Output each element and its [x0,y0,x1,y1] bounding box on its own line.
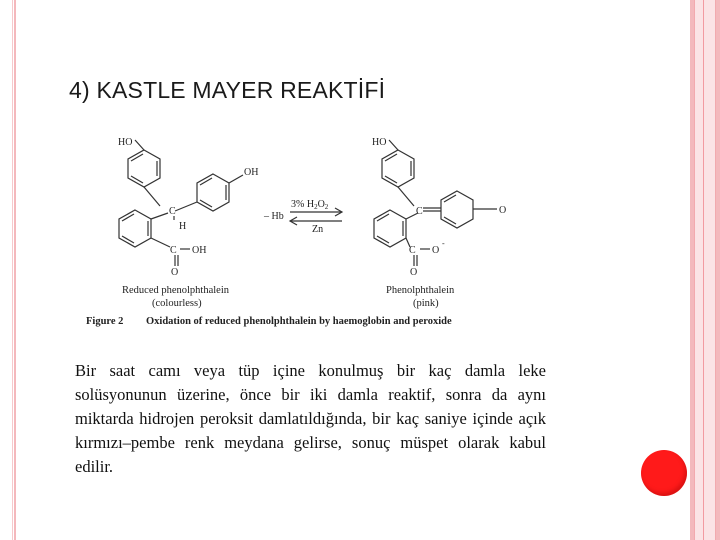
reagent-sub1-text: 2 [314,203,318,211]
left-h-label: H [179,221,187,232]
reaction-figure [80,128,550,330]
red-circle-decoration [641,450,687,496]
reagent-above-label [291,199,329,211]
right-top-benzene-ring [382,150,414,187]
right-border-line [703,0,704,540]
slide-title: 4) KASTLE MAYER REAKTİFİ [69,77,386,103]
reaction-diagram [80,128,550,330]
right-c-center-label: C [416,206,423,217]
left-border-decoration [0,0,16,540]
left-right-benzene-ring [197,174,229,211]
right-quinoid-ring [441,191,473,228]
right-border-decoration [690,0,720,540]
right-molecule-color: (pink) [413,298,439,309]
figure-caption-label: Figure 2 [86,316,124,327]
left-top-benzene-ring [128,150,160,187]
right-coo-c-label: C [409,245,416,256]
right-coo-bottom-o-label: O [410,267,418,278]
left-ho-label: HO [118,137,133,148]
figure-caption-text: Oxidation of reduced phenolphthalein by haemoglobin and peroxide [146,316,452,327]
right-border-inner [694,0,716,540]
left-molecule-color: (colourless) [152,298,202,309]
right-coo-minus-label: - [442,239,445,248]
zn-label: Zn [312,224,324,235]
right-molecule-name: Phenolphthalein [386,285,455,296]
body-paragraph: Bir saat camı veya tüp içine konulmuş bir kaç damla leke solüsyonunun üzerine, önce bir iki damla reaktif, sonra da aynı miktarda hidrojen peroksit damlatıldığında, bir kaç saniye içinde açık kırmızı–pembe renk meydana gelirse, sonuç müspet olarak kabul edilir. [75,361,546,476]
right-o-label: O [499,205,507,216]
left-bottom-benzene-ring [119,210,151,247]
right-ho-label: HO [372,137,387,148]
left-cooh-oh-label: OH [192,245,207,256]
reagent-o-text: O [317,199,325,210]
left-molecule-name: Reduced phenolphthalein [122,285,230,296]
left-cooh-c-label: C [170,245,177,256]
left-c-center-label: C [169,206,176,217]
left-oh-label: OH [244,167,259,178]
hb-label: – Hb [264,211,284,222]
reagent-h-text: 3% H [291,199,315,210]
right-coo-o-label: O [432,245,440,256]
left-cooh-o-label: O [171,267,179,278]
reagent-sub2-text: 2 [324,203,329,211]
right-bottom-benzene-ring [374,210,406,247]
